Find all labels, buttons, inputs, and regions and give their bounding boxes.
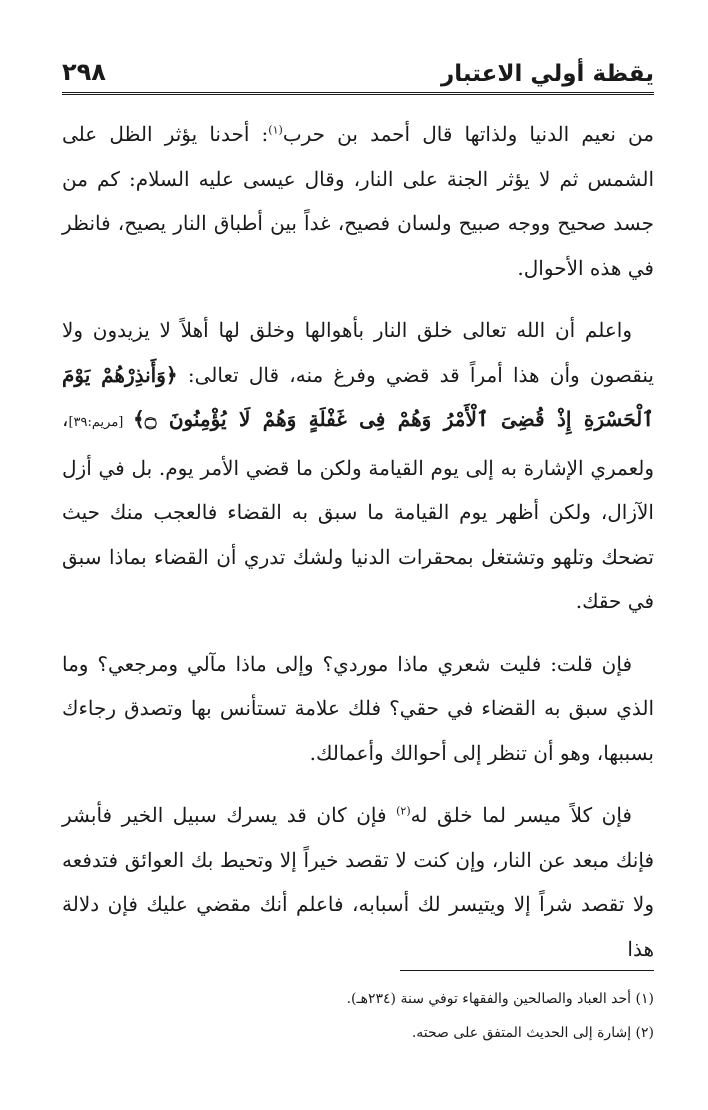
footnotes xyxy=(62,982,654,1050)
running-title: يقظة أولي الاعتبار xyxy=(440,61,654,87)
footnote-1: (١) أحد العباد والصالحين والفقهاء توفي سنة (٢٣٤هـ). xyxy=(346,991,654,1007)
paragraph-text: فإن كان قد يسرك سبيل الخير فأبشر فإنك مبعد عن النار، وإن كنت لا تقصد خيراً إلا وتحيط بك العوائق فتدفعه ولا تقصد شراً إلا ويتيسر لك أسبابه، فاعلم أنك مقضي عليك فإن دلالة هذا xyxy=(62,803,654,961)
footnote-2: (٢) إشارة إلى الحديث المتفق على صحته. xyxy=(411,1025,654,1041)
paragraph-1 xyxy=(62,112,654,290)
header-rule xyxy=(62,92,654,95)
paragraph-text: ، ولعمري الإشارة به إلى يوم القيامة ولكن ما قضي الأمر يوم. بل في أزل الآزال، ولكن أظهر يوم القيامة ما سبق به القضاء فالعجب منك حيث تضحك وتلهو وتشتغل بمحقرات الدنيا ولشك تدري أن القضاء بماذا سبق في حقك. xyxy=(62,407,654,613)
footnote-marker-2: (٢) xyxy=(396,804,411,818)
quran-verse: ﴿وَأَنذِرْهُمْ يَوْمَ ٱلْحَسْرَةِ إِذْ قُضِىَ ٱلْأَمْرُ وَهُمْ فِى غَفْلَةٍ وَهُمْ لَا يُؤْمِنُونَ ۝﴾ xyxy=(62,362,654,431)
page-header xyxy=(62,58,654,92)
paragraph-text: من نعيم الدنيا ولذاتها قال أحمد بن حرب xyxy=(282,122,654,146)
paragraph-text: فإن كلاً ميسر لما خلق له xyxy=(410,803,632,827)
page-number: ٢٩٨ xyxy=(62,58,106,86)
body-text xyxy=(62,112,654,989)
paragraph-text: : أحدنا يؤثر الظل على الشمس ثم لا يؤثر الجنة على النار، وقال عيسى عليه السلام: كم من جسد صحيح ووجه صبيح ولسان فصيح، غداً بين أطباق النار يصيح، فانظر في هذه الأحوال. xyxy=(62,122,654,280)
paragraph-4 xyxy=(62,793,654,971)
paragraph-2 xyxy=(62,308,654,624)
paragraph-text: فإن قلت: فليت شعري ماذا موردي؟ وإلى ماذا مآلي ومرجعي؟ وما الذي سبق به القضاء في حقي؟ فلك علامة تستأنس بها وتصدق رجاءك بسببها، وهو أن تنظر إلى أحوالك وأعمالك. xyxy=(62,651,654,765)
footnote-rule xyxy=(400,970,654,971)
paragraph-3 xyxy=(62,642,654,776)
paragraph-text: واعلم أن الله تعالى خلق النار بأهوالها وخلق لها أهلاً لا يزيدون ولا ينقصون وأن هذا أمراً قد قضي وفرغ منه، قال تعالى: xyxy=(62,318,654,387)
footnote-marker-1: (١) xyxy=(268,123,283,137)
verse-citation: [مريم:٣٩] xyxy=(68,415,133,430)
